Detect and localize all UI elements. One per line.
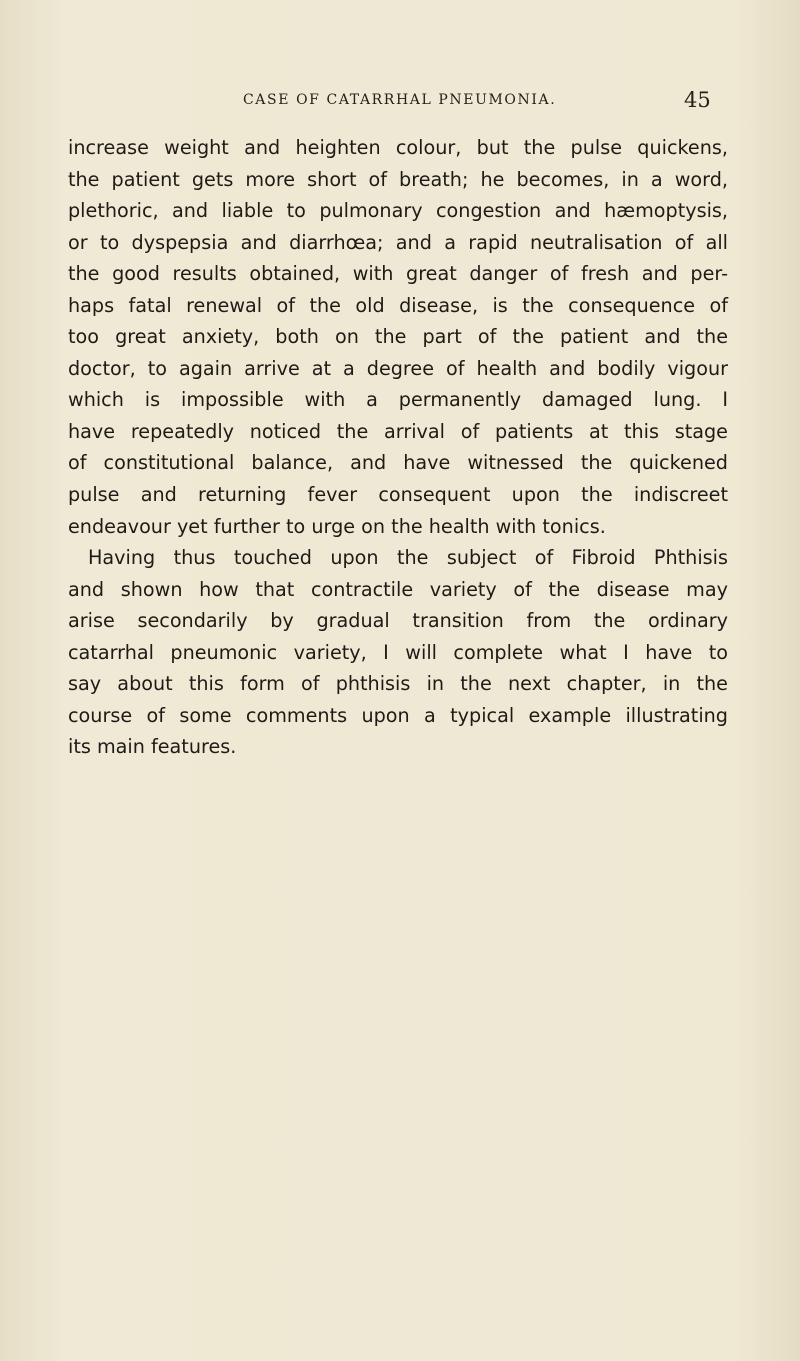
page-number: 45 [684,88,711,112]
text-line: say about this form of phthisis in the next chapter, in the [68,672,728,696]
running-title: CASE OF CATARRHAL PNEUMONIA. [243,92,557,108]
text-line: have repeatedly noticed the arrival of patients at this stage [68,419,728,443]
text-line: or to dyspepsia and diarrhœa; and a rapid neutralisation of all [68,230,728,254]
text-line: doctor, to again arrive at a degree of health and bodily vigour [68,356,728,380]
text-line: catarrhal pneumonic variety, I will complete what I have to [68,640,728,664]
text-line: of constitutional balance, and have witnessed the quickened [68,451,728,475]
text-line: haps fatal renewal of the old disease, is the consequence of [68,293,728,317]
text-line: too great anxiety, both on the part of the patient and the [68,325,728,349]
text-line: arise secondarily by gradual transition from the ordinary [68,609,728,633]
running-head [0,88,800,118]
body-text [68,132,728,763]
paragraph-first-line: Having thus touched upon the subject of Fibroid Phthisis [88,546,728,570]
text-line: its main features. [68,735,237,759]
text-line: course of some comments upon a typical example illustrating [68,703,728,727]
text-line: pulse and returning fever consequent upon the indiscreet [68,483,728,507]
text-line: the good results obtained, with great danger of fresh and per- [68,262,728,286]
text-line: the patient gets more short of breath; he becomes, in a word, [68,167,728,191]
text-line: and shown how that contractile variety of the disease may [68,577,728,601]
text-line: increase weight and heighten colour, but the pulse quickens, [68,136,728,159]
text-line: endeavour yet further to urge on the health with tonics. [68,514,606,538]
text-line: plethoric, and liable to pulmonary congestion and hæmoptysis, [68,199,728,223]
text-line: which is impossible with a permanently damaged lung. I [68,388,728,412]
